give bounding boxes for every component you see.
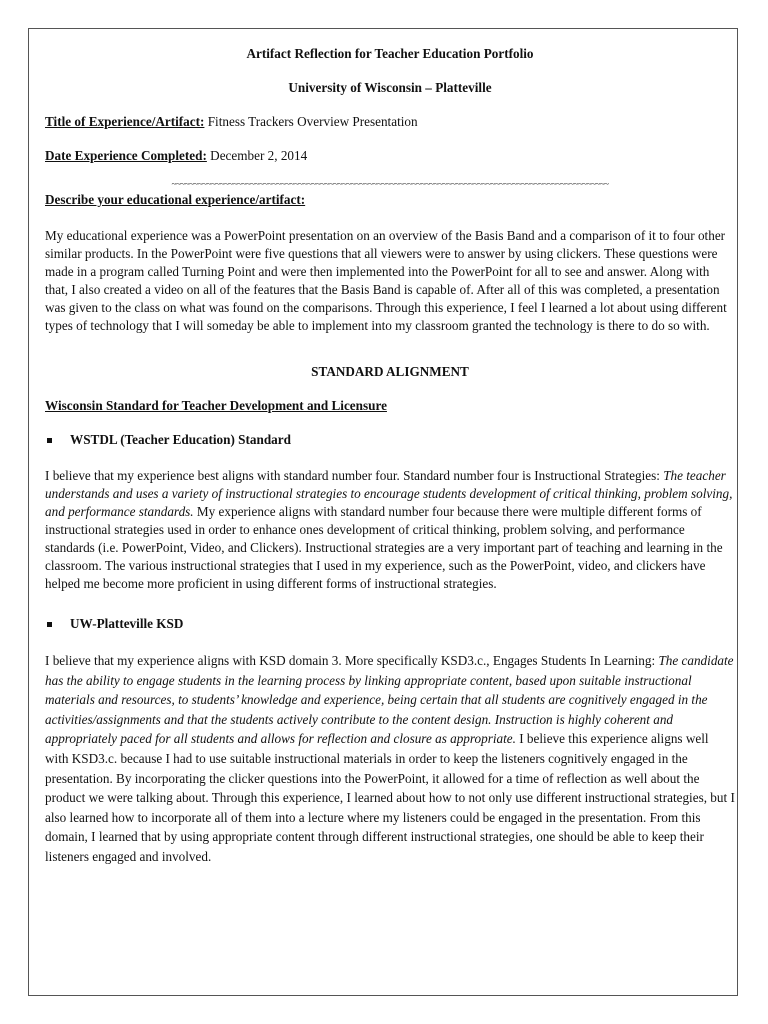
ksd-standard-quote: The candidate has the ability to engage students in the learning process by linking appropriate content, based upon suitable instructional materials and resources, to students’ knowledge and experience, being certain that all students are cognitively engaged in the activities/assignments and that the students actively contribute to the content design. Instruction is highly coherent and appropriately paced for all students and allows for reflection and closure as appropriate.	[45, 653, 734, 747]
standard-alignment-title: STANDARD ALIGNMENT	[311, 364, 469, 379]
date-field-label: Date Experience Completed:	[45, 148, 207, 163]
square-bullet-icon	[47, 438, 52, 443]
tilde-divider: ~~~~~~~~~~~~~~~~~~~~~~~~~~~~~~~~~~~~~~~~~~~~~~~~~~~~~~~~~~~~~~~~~~~~~~~~~~~~~~~~~~~~~~~~~~~~~~~~~~~~	[171, 179, 609, 189]
institution-name: University of Wisconsin – Platteville	[288, 80, 492, 95]
title-field-value: Fitness Trackers Overview Presentation	[204, 114, 418, 129]
ksd-explanation: I believe this experience aligns well with KSD3.c. because I had to use suitable instructional materials in order to keep the listeners cognitively engaged in the presentation. By incorporating the clicker questions into the PowerPoint, it allowed for a time of reflection as well about the product we were talking about. Through this experience, I learned about how to not only use different instructional strategies, but I also learned how to incorporate all of them into a lecture where my listeners could be engaged in the presentation. From this domain, I learned that by using appropriate content through different instructional strategies, one should be able to keep their listeners engaged and involved.	[45, 731, 735, 864]
ksd-intro: I believe that my experience aligns with KSD domain 3. More specifically KSD3.c., Engages Students In Learning:	[45, 653, 659, 668]
wstdl-body	[45, 467, 735, 593]
wisconsin-standard-subheading: Wisconsin Standard for Teacher Development and Licensure	[45, 398, 387, 413]
wstdl-bullet	[45, 431, 735, 449]
ksd-body	[45, 651, 735, 867]
document-title: Artifact Reflection for Teacher Education Portfolio	[246, 46, 534, 61]
wstdl-bullet-label: WSTDL (Teacher Education) Standard	[70, 432, 291, 447]
wstdl-standard-quote: The teacher understands and uses a variety of instructional strategies to encourage students development of critical thinking, problem solving, and performance standards.	[45, 468, 733, 519]
document-body	[45, 45, 735, 867]
title-field-label: Title of Experience/Artifact:	[45, 114, 205, 129]
square-bullet-icon	[47, 622, 52, 627]
wstdl-explanation: My experience aligns with standard number four because there were multiple different forms of instructional strategies used in order to enhance ones development of critical thinking, problem solving, and performance standards (i.e. PowerPoint, Video, and Clickers). Instructional strategies are a very important part of teaching and learning in the classroom. The various instructional strategies that I used in my experience, such as the PowerPoint, video, and clickers have helped me become more proficient in using different forms of instructional strategies.	[45, 504, 723, 591]
describe-body: My educational experience was a PowerPoint presentation on an overview of the Basis Band and a comparison of it to four other similar products. In the PowerPoint were five questions that all viewers were to answer by using clickers. These questions were made in a program called Turning Point and were then implemented into the PowerPoint for all to see and answer. Along with that, I also created a video on all of the features that the Basis Band is capable of. After all of this was completed, a presentation was given to the class on what was found on the comparisons. Through this experience, I feel I learned a lot about using different types of technology that I will someday be able to implement into my classroom granted the technology is there to do so with.	[45, 228, 727, 333]
title-field	[45, 113, 735, 131]
ksd-bullet	[45, 615, 735, 633]
date-field-value: December 2, 2014	[206, 148, 308, 163]
date-field	[45, 147, 735, 165]
wstdl-intro: I believe that my experience best aligns with standard number four. Standard number four is Instructional Strategies:	[45, 468, 664, 483]
describe-heading: Describe your educational experience/artifact:	[45, 192, 306, 207]
ksd-bullet-label: UW-Platteville KSD	[70, 616, 184, 631]
